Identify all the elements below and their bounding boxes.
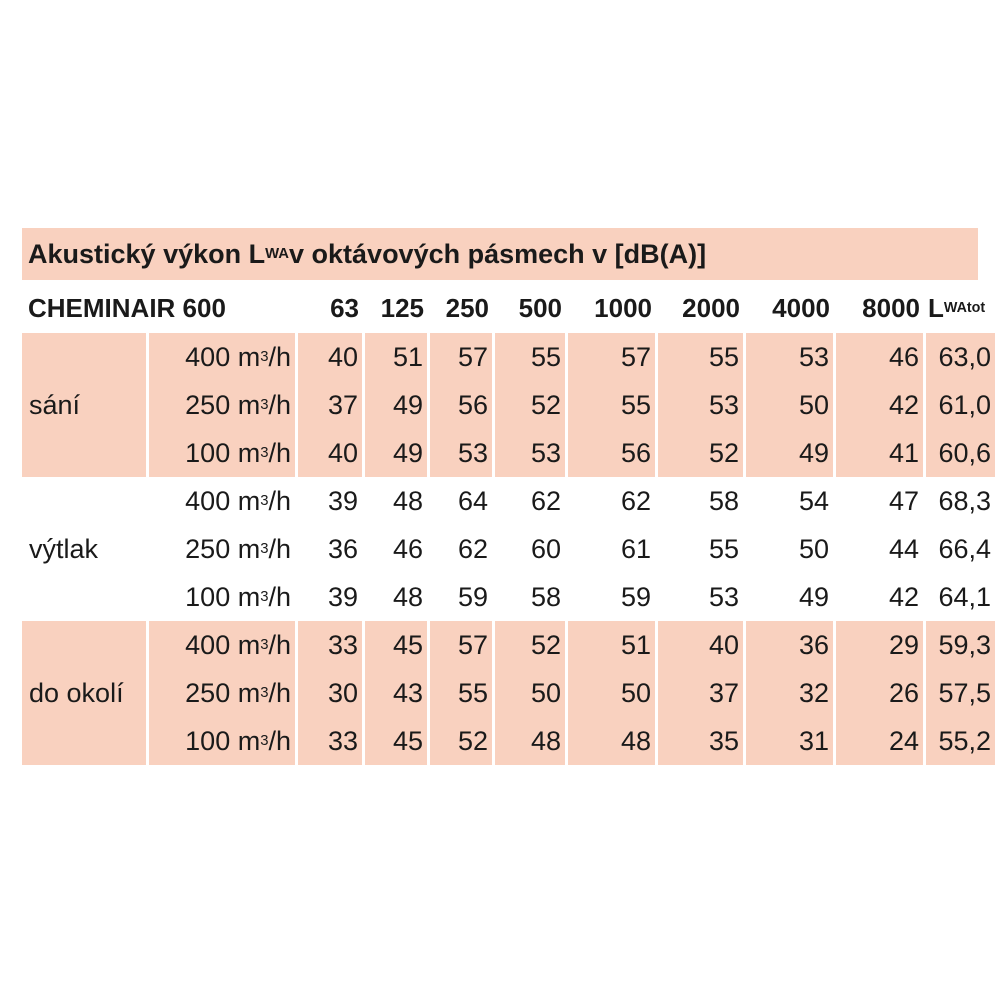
flow-unit: /h — [268, 533, 291, 564]
band-value-cell: 50 — [746, 525, 833, 573]
band-value-cell: 52 — [495, 381, 565, 429]
flow-unit: /h — [268, 437, 291, 468]
band-value-cell: 49 — [746, 429, 833, 477]
band-value-cell: 53 — [658, 381, 743, 429]
band-value-cell: 62 — [430, 525, 492, 573]
band-value-cell: 42 — [836, 573, 923, 621]
band-value-cell: 55 — [658, 333, 743, 381]
band-value-cell: 51 — [365, 333, 427, 381]
band-value-cell: 37 — [658, 669, 743, 717]
flow-unit: /h — [268, 389, 291, 420]
acoustic-power-table — [22, 228, 991, 765]
band-header: 500 — [518, 292, 562, 323]
band-value-cell: 48 — [568, 717, 655, 765]
band-value-cell: 52 — [495, 621, 565, 669]
flow-value: 100 m — [185, 437, 261, 468]
band-value-cell: 50 — [746, 381, 833, 429]
flow-cell: 100 m 3 /h — [149, 717, 295, 765]
flow-value: 100 m — [185, 581, 261, 612]
band-value-cell: 48 — [365, 477, 427, 525]
band-value-cell: 33 — [298, 717, 362, 765]
band-value-cell: 62 — [495, 477, 565, 525]
total-value-cell: 64,1 — [926, 573, 995, 621]
band-header: 63 — [330, 292, 359, 323]
band-header: 125 — [380, 292, 424, 323]
band-value-cell: 39 — [298, 477, 362, 525]
band-value-cell: 57 — [430, 333, 492, 381]
total-value-cell: 63,0 — [926, 333, 995, 381]
flow-cell: 250 m 3 /h — [149, 525, 295, 573]
total-value-cell: 59,3 — [926, 621, 995, 669]
band-value-cell: 29 — [836, 621, 923, 669]
band-value-cell: 40 — [298, 333, 362, 381]
flow-unit: /h — [268, 341, 291, 372]
band-header: 4000 — [772, 292, 830, 323]
total-value-cell: 68,3 — [926, 477, 995, 525]
total-header-main: L — [928, 292, 944, 323]
flow-unit: /h — [268, 581, 291, 612]
flow-value: 250 m — [185, 389, 261, 420]
band-value-cell: 64 — [430, 477, 492, 525]
band-value-cell: 31 — [746, 717, 833, 765]
flow-cell: 400 m 3 /h — [149, 621, 295, 669]
total-value-cell: 55,2 — [926, 717, 995, 765]
total-value-cell: 66,4 — [926, 525, 995, 573]
group-label: sání — [22, 333, 146, 477]
band-value-cell: 43 — [365, 669, 427, 717]
band-header: 2000 — [682, 292, 740, 323]
band-value-cell: 55 — [495, 333, 565, 381]
band-value-cell: 62 — [568, 477, 655, 525]
flow-unit: /h — [268, 725, 291, 756]
band-value-cell: 55 — [430, 669, 492, 717]
band-header: 8000 — [862, 292, 920, 323]
band-value-cell: 49 — [365, 381, 427, 429]
band-value-cell: 59 — [568, 573, 655, 621]
band-value-cell: 32 — [746, 669, 833, 717]
band-value-cell: 41 — [836, 429, 923, 477]
band-value-cell: 53 — [746, 333, 833, 381]
flow-value: 250 m — [185, 533, 261, 564]
band-value-cell: 45 — [365, 621, 427, 669]
band-value-cell: 46 — [365, 525, 427, 573]
band-value-cell: 42 — [836, 381, 923, 429]
band-value-cell: 56 — [568, 429, 655, 477]
flow-value: 400 m — [185, 629, 261, 660]
band-value-cell: 51 — [568, 621, 655, 669]
band-header: 1000 — [594, 292, 652, 323]
table-title: Akustický výkon L WA v oktávových pásmech v [dB(A)] — [22, 228, 978, 280]
band-value-cell: 55 — [658, 525, 743, 573]
total-value-cell: 61,0 — [926, 381, 995, 429]
flow-cell: 250 m 3 /h — [149, 381, 295, 429]
band-value-cell: 30 — [298, 669, 362, 717]
band-header: 250 — [445, 292, 489, 323]
band-value-cell: 56 — [430, 381, 492, 429]
total-value-cell: 57,5 — [926, 669, 995, 717]
band-value-cell: 50 — [568, 669, 655, 717]
band-value-cell: 48 — [495, 717, 565, 765]
table-grid — [22, 283, 991, 765]
band-value-cell: 52 — [658, 429, 743, 477]
band-value-cell: 58 — [658, 477, 743, 525]
band-value-cell: 46 — [836, 333, 923, 381]
band-value-cell: 44 — [836, 525, 923, 573]
band-value-cell: 26 — [836, 669, 923, 717]
flow-value: 100 m — [185, 725, 261, 756]
band-value-cell: 37 — [298, 381, 362, 429]
band-value-cell: 58 — [495, 573, 565, 621]
total-value-cell: 60,6 — [926, 429, 995, 477]
band-value-cell: 57 — [568, 333, 655, 381]
band-value-cell: 53 — [658, 573, 743, 621]
flow-cell: 400 m 3 /h — [149, 477, 295, 525]
flow-unit: /h — [268, 629, 291, 660]
band-value-cell: 57 — [430, 621, 492, 669]
flow-value: 250 m — [185, 677, 261, 708]
band-value-cell: 36 — [298, 525, 362, 573]
band-value-cell: 50 — [495, 669, 565, 717]
band-value-cell: 54 — [746, 477, 833, 525]
group-label: výtlak — [22, 477, 146, 621]
band-value-cell: 60 — [495, 525, 565, 573]
flow-cell: 100 m 3 /h — [149, 429, 295, 477]
band-value-cell: 35 — [658, 717, 743, 765]
band-value-cell: 55 — [568, 381, 655, 429]
band-value-cell: 33 — [298, 621, 362, 669]
band-value-cell: 48 — [365, 573, 427, 621]
title-main: Akustický výkon L — [28, 238, 266, 269]
band-value-cell: 40 — [658, 621, 743, 669]
band-value-cell: 52 — [430, 717, 492, 765]
flow-cell: 250 m 3 /h — [149, 669, 295, 717]
band-value-cell: 24 — [836, 717, 923, 765]
group-label: do okolí — [22, 621, 146, 765]
band-value-cell: 53 — [495, 429, 565, 477]
flow-value: 400 m — [185, 341, 261, 372]
flow-unit: /h — [268, 677, 291, 708]
band-value-cell: 45 — [365, 717, 427, 765]
model-header: CHEMINAIR 600 — [28, 292, 226, 323]
band-value-cell: 47 — [836, 477, 923, 525]
total-header: L WAtot — [928, 292, 986, 323]
flow-value: 400 m — [185, 485, 261, 516]
flow-unit: /h — [268, 485, 291, 516]
band-value-cell: 59 — [430, 573, 492, 621]
band-value-cell: 49 — [365, 429, 427, 477]
title-rest: v oktávových pásmech v [dB(A)] — [289, 238, 707, 269]
band-value-cell: 40 — [298, 429, 362, 477]
band-value-cell: 61 — [568, 525, 655, 573]
flow-cell: 100 m 3 /h — [149, 573, 295, 621]
band-value-cell: 36 — [746, 621, 833, 669]
band-value-cell: 53 — [430, 429, 492, 477]
band-value-cell: 49 — [746, 573, 833, 621]
band-value-cell: 39 — [298, 573, 362, 621]
flow-cell: 400 m 3 /h — [149, 333, 295, 381]
